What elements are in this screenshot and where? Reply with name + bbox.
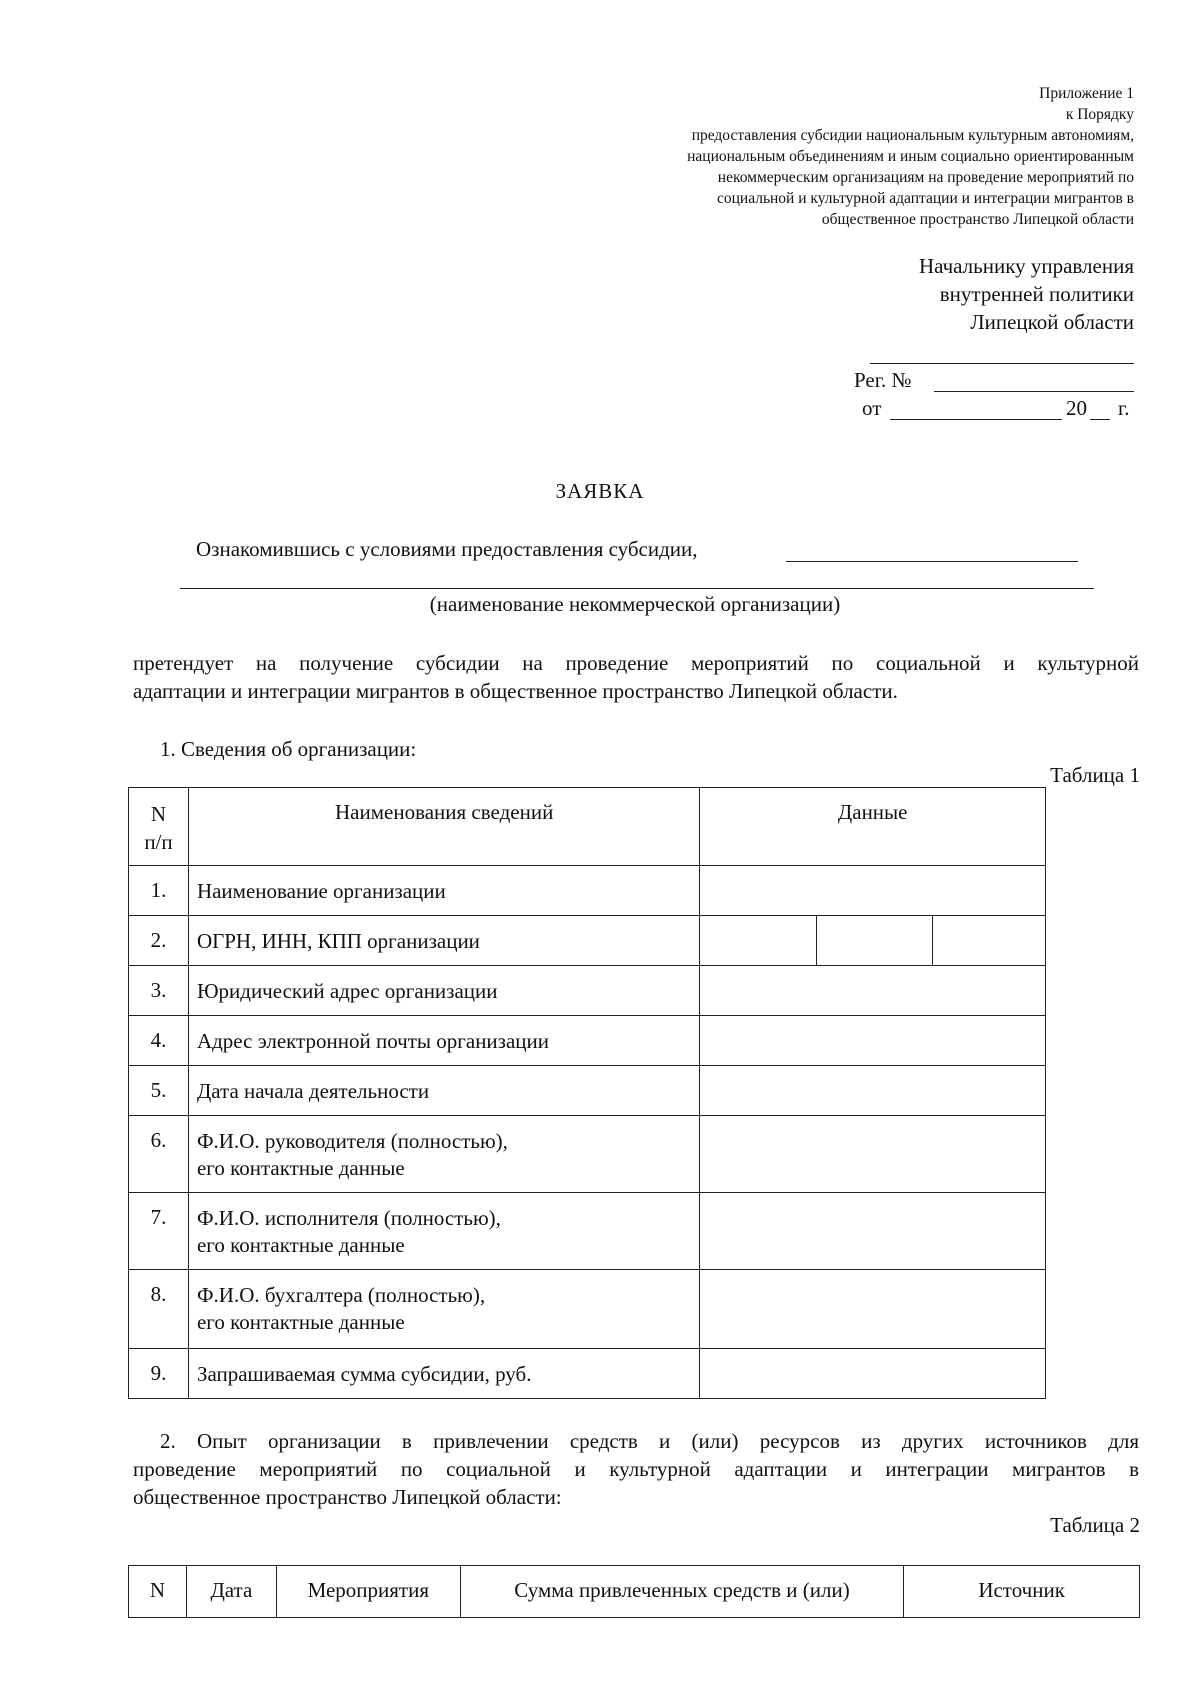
table-header-row <box>129 788 1046 866</box>
annex-line: национальным объединениям и иным социально ориентированным <box>687 148 1134 165</box>
table-row <box>129 966 1046 1016</box>
annex-line: к Порядку <box>1065 106 1134 123</box>
reg-date-from-label: от <box>862 396 882 420</box>
col-header-source: Источник <box>904 1566 1140 1618</box>
row-data-cell[interactable] <box>700 1349 1046 1399</box>
section2-line-2: проведение мероприятий по социальной и культурной адаптации и интеграции мигрантов в <box>133 1457 1139 1481</box>
row-name: Дата начала деятельности <box>188 1066 699 1116</box>
table-row <box>129 916 1046 966</box>
col-header-n: N <box>129 1566 187 1618</box>
addressee-block <box>919 252 1134 336</box>
ogrn-inn-divider <box>816 916 817 965</box>
section2-line-1: 2. Опыт организации в привлечении средств и (или) ресурсов из других источников для <box>160 1429 1139 1453</box>
org-name-field-2[interactable] <box>180 588 1094 589</box>
row-data-cell[interactable] <box>700 1066 1046 1116</box>
col-header-data: Данные <box>700 788 1046 866</box>
row-name-line1: Ф.И.О. бухгалтера (полностью), <box>196 1283 486 1307</box>
annex-line: общественное пространство Липецкой области <box>821 211 1134 228</box>
org-info-table <box>128 787 1046 1399</box>
row-name-line1: Ф.И.О. руководителя (полностью), <box>196 1129 508 1153</box>
addressee-line: Липецкой области <box>970 310 1134 334</box>
col-header-name: Наименования сведений <box>188 788 699 866</box>
row-name: Наименование организации <box>188 866 699 916</box>
table-header-row <box>129 1566 1140 1618</box>
table-row <box>129 1066 1046 1116</box>
row-num: 4. <box>129 1016 189 1066</box>
table-row <box>129 1349 1046 1399</box>
row-data-cell <box>700 916 1046 966</box>
intro-paragraph-line-2: адаптации и интеграции мигрантов в общественное пространство Липецкой области. <box>133 679 898 703</box>
section2-line-3: общественное пространство Липецкой области: <box>133 1485 562 1509</box>
col-header-amount: Сумма привлеченных средств и (или) <box>460 1566 903 1618</box>
table-row <box>129 1270 1046 1349</box>
row-num: 9. <box>129 1349 189 1399</box>
col-header-date: Дата <box>186 1566 276 1618</box>
row-data-cell[interactable] <box>700 1270 1046 1349</box>
annex-line: Приложение 1 <box>1039 85 1134 102</box>
row-num: 5. <box>129 1066 189 1116</box>
col-header-num <box>129 788 189 866</box>
document-title: ЗАЯВКА <box>555 479 645 503</box>
annex-line: социальной и культурной адаптации и интеграции мигрантов в <box>716 190 1134 207</box>
row-name <box>188 1116 699 1193</box>
row-num: 8. <box>129 1270 189 1349</box>
row-data-cell[interactable] <box>700 1116 1046 1193</box>
row-name <box>188 1270 699 1349</box>
reg-year-suffix: г. <box>1118 396 1130 420</box>
annex-line: некоммерческим организациям на проведение мероприятий по <box>717 169 1134 186</box>
row-name: Адрес электронной почты организации <box>188 1016 699 1066</box>
row-name-line2: его контактные данные <box>196 1156 405 1180</box>
org-name-caption: (наименование некоммерческой организации) <box>429 592 841 616</box>
reg-year-field[interactable] <box>1090 419 1110 420</box>
addressee-line: Начальнику управления <box>918 254 1134 278</box>
addressee-blank-line[interactable] <box>870 363 1134 364</box>
row-num: 3. <box>129 966 189 1016</box>
addressee-line: внутренней политики <box>939 282 1134 306</box>
intro-text: Ознакомившись с условиями предоставления субсидии, <box>196 537 698 561</box>
row-name: ОГРН, ИНН, КПП организации <box>188 916 699 966</box>
row-name-line2: его контактные данные <box>196 1310 405 1334</box>
row-data-cell[interactable] <box>700 1016 1046 1066</box>
row-data-cell[interactable] <box>700 866 1046 916</box>
table-row <box>129 1016 1046 1066</box>
annex-header <box>687 83 1134 230</box>
row-data-cell[interactable] <box>700 966 1046 1016</box>
reg-date-field[interactable] <box>890 419 1062 420</box>
inn-kpp-divider <box>932 916 933 965</box>
row-name <box>188 1193 699 1270</box>
table-row <box>129 1193 1046 1270</box>
row-name: Запрашиваемая сумма субсидии, руб. <box>188 1349 699 1399</box>
row-data-cell[interactable] <box>700 1193 1046 1270</box>
reg-year-prefix: 20 <box>1066 396 1087 420</box>
col-header-num-line2: п/п <box>144 830 173 854</box>
col-header-num-line1: N <box>150 802 167 826</box>
row-name-line1: Ф.И.О. исполнителя (полностью), <box>196 1206 501 1230</box>
intro-paragraph-line-1: претендует на получение субсидии на проведение мероприятий по социальной и культурной <box>133 651 1139 675</box>
other-sources-table <box>128 1565 1140 1618</box>
table2-label: Таблица 2 <box>1050 1513 1140 1537</box>
row-name: Юридический адрес организации <box>188 966 699 1016</box>
section1-heading: 1. Сведения об организации: <box>160 737 417 761</box>
row-name-line2: его контактные данные <box>196 1233 405 1257</box>
row-num: 2. <box>129 916 189 966</box>
table-row <box>129 866 1046 916</box>
reg-number-field[interactable] <box>934 391 1134 392</box>
table-row <box>129 1116 1046 1193</box>
row-num: 1. <box>129 866 189 916</box>
row-num: 7. <box>129 1193 189 1270</box>
table1-label: Таблица 1 <box>1050 763 1140 787</box>
reg-number-label: Рег. № <box>854 368 912 392</box>
org-name-field-1[interactable] <box>786 561 1078 562</box>
row-num: 6. <box>129 1116 189 1193</box>
col-header-events: Мероприятия <box>276 1566 460 1618</box>
annex-line: предоставления субсидии национальным культурным автономиям, <box>691 127 1134 144</box>
